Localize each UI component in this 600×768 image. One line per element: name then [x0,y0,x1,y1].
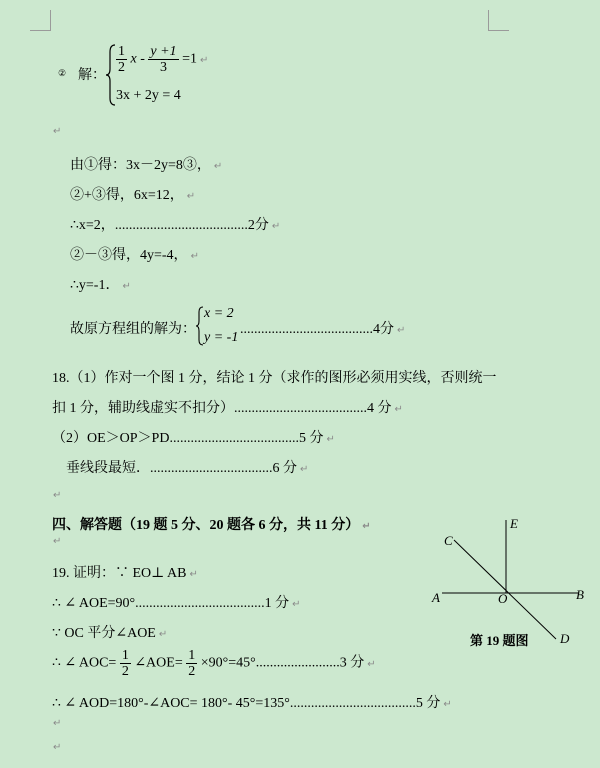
q17-line-3 [70,214,280,234]
fraction-numerator: 1 [121,648,129,663]
label-a: A [432,590,440,605]
paragraph-mark: ↵ [362,521,371,532]
section-title [52,514,371,534]
equation-brace [106,44,116,106]
equation-rhs: =1 [182,51,197,67]
fraction-numerator: 1 [118,44,125,59]
line-text: 垂线段最短．...................................6 分 [66,461,297,476]
q17-line-2 [70,184,195,204]
fraction-one-half [120,648,131,679]
q18-line-4 [66,457,308,477]
fraction-one-half [186,648,197,679]
paragraph-mark: ↵ [271,221,281,232]
line-text: ∴ ∠ AOC= [52,655,117,671]
paragraph-mark: ↵ [53,718,62,729]
fraction-denominator: 2 [188,664,196,679]
q19-line-1 [52,562,198,582]
page-corner-mark-top-right [488,10,509,31]
paragraph-mark: ↵ [53,126,62,137]
paragraph-mark: ↵ [158,629,168,640]
fraction-y-plus-1-over-3 [148,44,178,75]
figure-caption: 第 19 题图 [470,633,529,648]
line-text: ②－③得，4y=-4， [70,248,188,263]
paragraph-mark: ↵ [300,464,309,475]
q18-line-3 [52,427,335,447]
label-b: B [576,587,584,602]
paragraph-mark: ↵ [443,699,452,710]
solution-score [240,318,405,338]
q19-line-5 [52,692,452,712]
paragraph-mark: ↵ [53,490,62,501]
equation-1 [116,44,208,75]
circled-marker: ② [58,68,67,78]
fraction-denominator: 2 [118,60,125,75]
q17-line-1 [70,154,222,174]
equation-2: 3x + 2y = 4 [116,88,181,103]
variable-x: x [130,51,137,67]
solve-label: 解： [78,68,106,83]
paragraph-mark: ↵ [326,434,335,445]
line-text: ∵ OC 平分∠AOE [52,626,156,641]
paragraph-mark: ↵ [122,281,131,292]
score-dots: ......................................2分 [114,218,269,233]
paragraph-mark: ↵ [199,54,209,66]
line-text: ×90°=45°........................3 分 [200,655,365,671]
line-text: ∠AOE= [134,655,183,671]
fraction-denominator: 2 [121,664,129,679]
paragraph-mark: ↵ [189,569,198,580]
q18-line-1: 18.（1）作对一个图 1 分，结论 1 分（求作的图形必须用实线，否则统一 [52,371,497,386]
line-text: ∴ ∠ AOE=90°.....................................1 分 [52,596,290,611]
paragraph-mark: ↵ [394,404,403,415]
q19-line-4 [52,648,376,679]
solution-brace [196,306,204,346]
paragraph-mark: ↵ [53,742,62,753]
paragraph-mark: ↵ [190,251,199,262]
q17-line-5 [70,274,131,294]
fraction-one-half [116,44,127,75]
paragraph-mark: ↵ [213,161,223,172]
label-c: C [444,533,453,548]
label-d: D [560,631,570,644]
line-text: 由①得：3x－2y=8③， [70,158,211,173]
solution-label: 故原方程组的解为： [70,322,196,337]
fraction-denominator: 3 [159,60,167,75]
page-corner-mark-top-left [30,10,51,31]
paragraph-mark: ↵ [397,325,406,336]
minus-sign: - [140,51,145,67]
paragraph-mark: ↵ [53,536,62,547]
line-text: （2）OE＞OP＞PD.....................................5 分 [52,431,324,446]
solution-y: y = -1 [204,330,239,345]
line-cd [454,540,556,639]
section-title-text: 四、解答题（19 题 5 分、20 题各 6 分，共 11 分） [52,518,360,533]
line-text: ∴x=2， [70,218,115,233]
label-o: O [498,591,508,606]
paragraph-mark: ↵ [186,191,196,202]
q17-line-4 [70,244,199,264]
score-dots: ......................................4分 [240,322,394,337]
q18-line-2 [52,397,403,417]
line-text: 19. 证明：∵ EO⊥ AB [52,566,187,581]
line-text: ②+③得，6x=12， [70,188,184,203]
line-text: ∴ ∠ AOD=180°-∠AOC= 180°- 45°=135°....................................5 分 [52,696,441,711]
fraction-numerator: 1 [188,648,196,663]
paragraph-mark: ↵ [367,658,376,670]
line-text: 扣 1 分，辅助线虚实不扣分）......................................4 分 [52,401,392,416]
solution-x: x = 2 [204,306,234,321]
line-text: ∴y=-1． [70,278,120,293]
fraction-numerator: y +1 [150,44,177,59]
label-e: E [510,516,518,531]
q19-line-3 [52,622,167,642]
paragraph-mark: ↵ [292,599,301,610]
geometry-figure [428,514,598,644]
q19-line-2 [52,592,301,612]
